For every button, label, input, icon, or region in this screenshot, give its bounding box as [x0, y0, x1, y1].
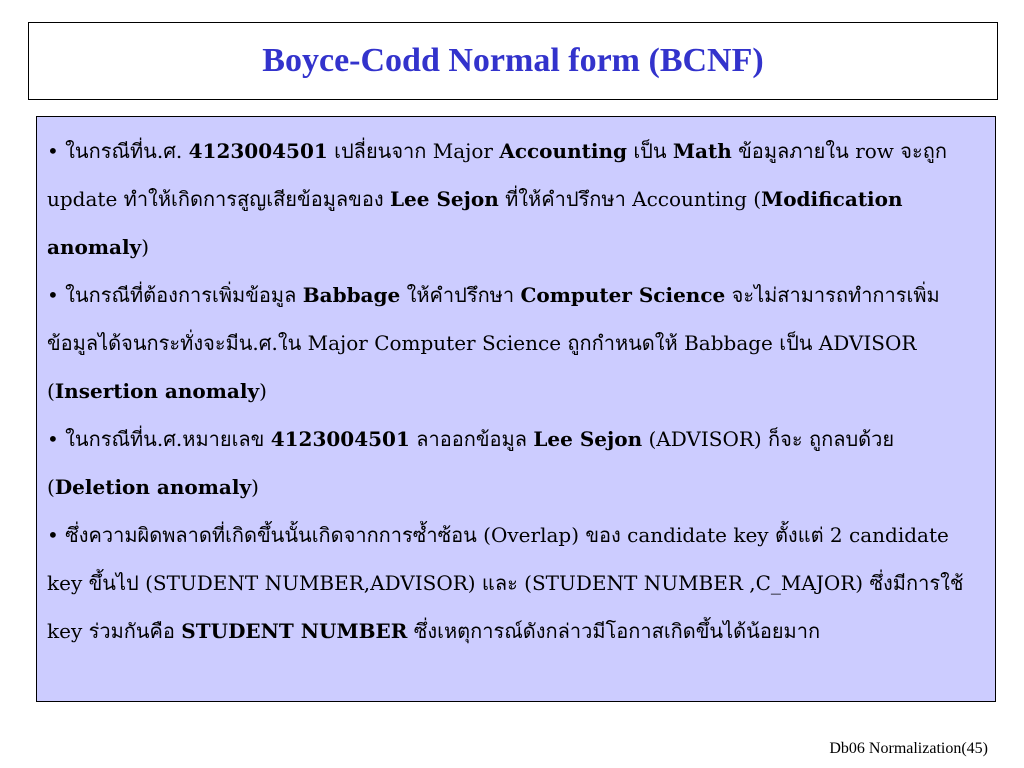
- slide-title: Boyce-Codd Normal form (BCNF): [262, 42, 764, 79]
- text-span: ลาออกข้อมูล: [409, 427, 534, 451]
- advisor-name: Lee Sejon: [389, 187, 499, 211]
- major-accounting: Accounting: [499, 139, 627, 163]
- text-span: ): [251, 475, 259, 499]
- text-span: ให้คำปรึกษา: [400, 283, 521, 307]
- text-span: จะไม่สามารถทำการเพิ่มข้อมูลได้จนกระทั่งจะมีน.ศ.ใน Major Computer Science ถูกกำหนดให้ Babbage เป็น ADVISOR (: [47, 283, 940, 403]
- bullet-insertion-anomaly: [47, 271, 985, 415]
- slide-footer: Db06 Normalization(45): [829, 740, 988, 757]
- text-span: ): [141, 235, 149, 259]
- advisor-name: Lee Sejon: [533, 427, 643, 451]
- anomaly-label: Insertion anomaly: [54, 379, 260, 403]
- bullet-modification-anomaly: [47, 127, 985, 271]
- title-box: [28, 22, 998, 100]
- anomaly-label: Deletion anomaly: [54, 475, 252, 499]
- student-number: 4123004501: [270, 427, 410, 451]
- bullet-overlap-explanation: [47, 511, 985, 655]
- text-span: ซึ่งเหตุการณ์ดังกล่าวมีโอกาสเกิดขึ้นได้น้อยมาก: [407, 619, 821, 643]
- text-span: • ในกรณีที่น.ศ.หมายเลข: [47, 427, 271, 451]
- advisor-name: Babbage: [302, 283, 401, 307]
- shared-key: STUDENT NUMBER: [181, 619, 408, 643]
- anomaly-label: Modification anomaly: [47, 187, 903, 259]
- text-span: เป็น: [626, 139, 673, 163]
- major-name: Computer Science: [520, 283, 726, 307]
- text-span: ข้อมูลภายใน row จะถูก update ทำให้เกิดการสูญเสียข้อมูลของ: [47, 139, 947, 211]
- text-span: • ในกรณีที่น.ศ.: [47, 139, 189, 163]
- bullet-deletion-anomaly: [47, 415, 985, 511]
- text-span: • ในกรณีที่ต้องการเพิ่มข้อมูล: [47, 283, 303, 307]
- text-span: • ซึ่งความผิดพลาดที่เกิดขึ้นนั้นเกิดจากการซ้ำซ้อน (Overlap) ของ candidate key ตั้งแต่ 2 candidate key ขึ้นไป (STUDENT NUMBER,ADVISOR) และ (STUDENT NUMBER ,C_MAJOR) ซึ่งมีการใช้ key ร่วมกันคือ: [47, 523, 964, 643]
- content-box: [36, 116, 996, 702]
- text-span: ที่ให้คำปรึกษา Accounting (: [498, 187, 762, 211]
- text-span: เปลี่ยนจาก Major: [327, 139, 500, 163]
- text-span: (ADVISOR) ก็จะ ถูกลบด้วย (: [47, 427, 895, 499]
- major-math: Math: [672, 139, 732, 163]
- student-number: 4123004501: [188, 139, 328, 163]
- text-span: ): [259, 379, 267, 403]
